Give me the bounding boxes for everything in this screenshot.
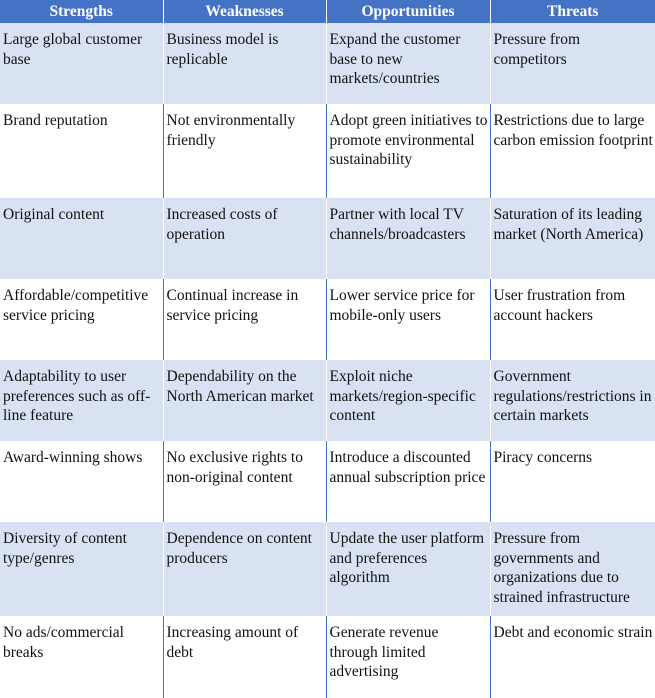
opportunity-cell: Update the user platform and preferences algorithm <box>326 522 490 616</box>
threat-cell: Restrictions due to large carbon emission footprint <box>490 104 655 198</box>
opportunity-cell: Partner with local TV channels/broadcasters <box>326 198 490 279</box>
weakness-cell: No exclusive rights to non-original content <box>163 441 326 522</box>
threat-cell: Pressure from governments and organizations due to strained infrastructure <box>490 522 655 616</box>
table-row <box>0 360 655 441</box>
table-row <box>0 441 655 522</box>
table-row <box>0 279 655 360</box>
header-row <box>0 0 655 23</box>
threat-cell: Government regulations/restrictions in certain markets <box>490 360 655 441</box>
header-strengths: Strengths <box>0 0 163 23</box>
strength-cell: Affordable/competitive service pricing <box>0 279 163 360</box>
weakness-cell: Continual increase in service pricing <box>163 279 326 360</box>
header-weaknesses: Weaknesses <box>163 0 326 23</box>
header-opportunities: Opportunities <box>326 0 490 23</box>
strength-cell: Diversity of content type/genres <box>0 522 163 616</box>
opportunity-cell: Exploit niche markets/region-specific content <box>326 360 490 441</box>
strength-cell: Original content <box>0 198 163 279</box>
strength-cell: No ads/commercial breaks <box>0 616 163 698</box>
opportunity-cell: Introduce a discounted annual subscription price <box>326 441 490 522</box>
weakness-cell: Increased costs of operation <box>163 198 326 279</box>
weakness-cell: Not environmentally friendly <box>163 104 326 198</box>
opportunity-cell: Lower service price for mobile-only users <box>326 279 490 360</box>
opportunity-cell: Adopt green initiatives to promote environmental sustainability <box>326 104 490 198</box>
opportunity-cell: Expand the customer base to new markets/countries <box>326 23 490 104</box>
weakness-cell: Business model is replicable <box>163 23 326 104</box>
opportunity-cell: Generate revenue through limited advertising <box>326 616 490 698</box>
strength-cell: Award-winning shows <box>0 441 163 522</box>
threat-cell: Piracy concerns <box>490 441 655 522</box>
table-row <box>0 198 655 279</box>
table-row <box>0 23 655 104</box>
table-row <box>0 522 655 616</box>
threat-cell: Saturation of its leading market (North America) <box>490 198 655 279</box>
weakness-cell: Increasing amount of debt <box>163 616 326 698</box>
threat-cell: Pressure from competitors <box>490 23 655 104</box>
table-row <box>0 104 655 198</box>
table-row <box>0 616 655 698</box>
strength-cell: Large global customer base <box>0 23 163 104</box>
header-threats: Threats <box>490 0 655 23</box>
strength-cell: Adaptability to user preferences such as off-line feature <box>0 360 163 441</box>
strength-cell: Brand reputation <box>0 104 163 198</box>
threat-cell: User frustration from account hackers <box>490 279 655 360</box>
weakness-cell: Dependability on the North American market <box>163 360 326 441</box>
weakness-cell: Dependence on content producers <box>163 522 326 616</box>
threat-cell: Debt and economic strain <box>490 616 655 698</box>
